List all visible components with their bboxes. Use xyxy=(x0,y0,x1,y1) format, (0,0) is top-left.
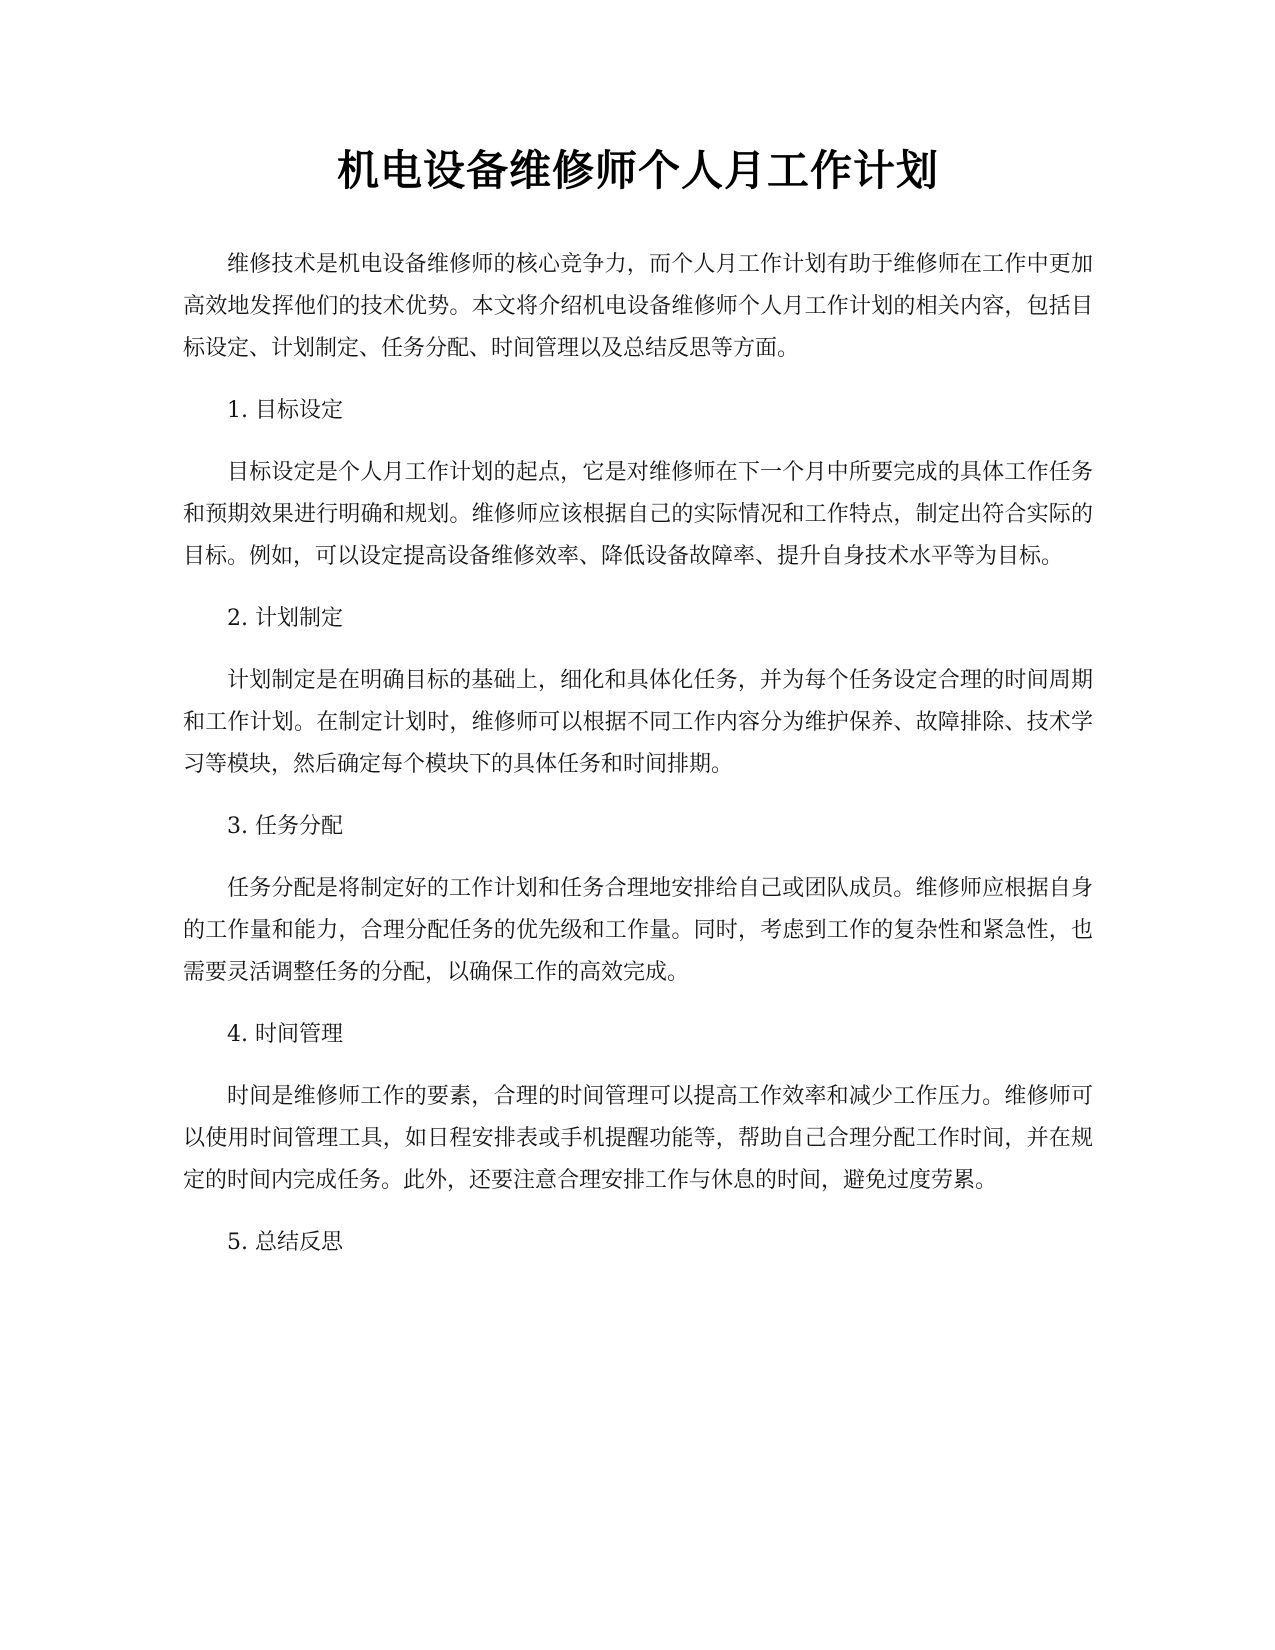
section-body-time-management: 时间是维修师工作的要素，合理的时间管理可以提高工作效率和减少工作压力。维修师可以使用时间管理工具，如日程安排表或手机提醒功能等，帮助自己合理分配工作时间，并在规定的时间内完成任务。此外，还要注意合理安排工作与休息的时间，避免过度劳累。 xyxy=(183,1084,1093,1193)
section-heading-plan-making: 2. 计划制定 xyxy=(227,606,343,631)
section-body-goal-setting: 目标设定是个人月工作计划的起点，它是对维修师在下一个月中所要完成的具体工作任务和预期效果进行明确和规划。维修师应该根据自己的实际情况和工作特点，制定出符合实际的目标。例如，可以设定提高设备维修效率、降低设备故障率、提升自身技术水平等为目标。 xyxy=(183,460,1093,569)
intro-paragraph: 维修技术是机电设备维修师的核心竞争力，而个人月工作计划有助于维修师在工作中更加高效地发挥他们的技术优势。本文将介绍机电设备维修师个人月工作计划的相关内容，包括目标设定、计划制定、任务分配、时间管理以及总结反思等方面。 xyxy=(183,252,1093,361)
section-heading-goal-setting: 1. 目标设定 xyxy=(227,398,343,423)
section-heading-summary-reflection: 5. 总结反思 xyxy=(227,1230,343,1255)
document-title: 机电设备维修师个人月工作计划 xyxy=(336,146,939,195)
section-heading-time-management: 4. 时间管理 xyxy=(227,1022,343,1047)
section-body-task-assignment: 任务分配是将制定好的工作计划和任务合理地安排给自己或团队成员。维修师应根据自身的工作量和能力，合理分配任务的优先级和工作量。同时，考虑到工作的复杂性和紧急性，也需要灵活调整任务的分配，以确保工作的高效完成。 xyxy=(183,876,1093,985)
section-heading-task-assignment: 3. 任务分配 xyxy=(227,814,343,839)
document-content xyxy=(183,140,1093,1284)
section-body-plan-making: 计划制定是在明确目标的基础上，细化和具体化任务，并为每个任务设定合理的时间周期和工作计划。在制定计划时，维修师可以根据不同工作内容分为维护保养、故障排除、技术学习等模块，然后确定每个模块下的具体任务和时间排期。 xyxy=(183,668,1093,777)
